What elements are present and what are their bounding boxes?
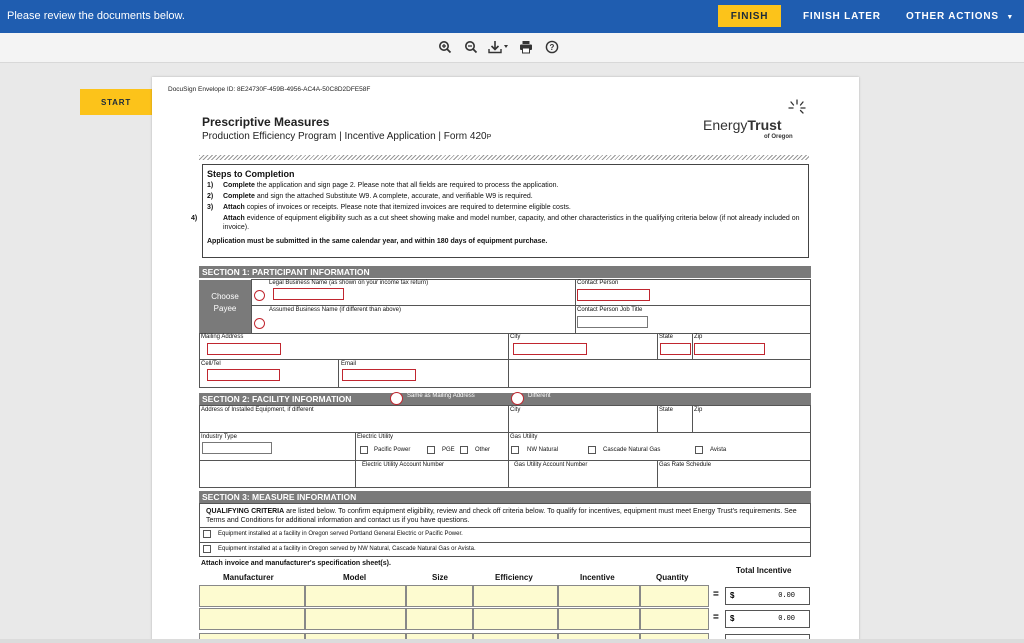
print-icon[interactable]: [517, 38, 535, 56]
zip-field[interactable]: [694, 343, 765, 355]
quantity-field[interactable]: [640, 608, 709, 630]
choose-payee-text: Choose Payee: [211, 292, 239, 313]
col-efficiency: Efficiency: [495, 573, 533, 582]
size-field[interactable]: [406, 585, 473, 607]
contact-person-field[interactable]: [577, 289, 650, 301]
incentive-field[interactable]: [558, 608, 640, 630]
total-incentive-header: Total Incentive: [736, 566, 792, 575]
facility-city-cell: [508, 405, 658, 433]
incentive-field[interactable]: [558, 585, 640, 607]
model-field[interactable]: [305, 585, 406, 607]
city-field[interactable]: [513, 343, 587, 355]
dollar-sign: $: [730, 614, 735, 623]
equals-sign: =: [713, 589, 719, 600]
finish-button[interactable]: FINISH: [718, 5, 781, 27]
envelope-id: DocuSign Envelope ID: 8E24730F-459B-4956-AC4A-50C8D2DFE58F: [168, 86, 371, 93]
zip-label: Zip: [694, 334, 703, 340]
finish-later-button[interactable]: FINISH LATER: [803, 11, 881, 22]
city-label: City: [510, 334, 521, 340]
svg-text:?: ?: [549, 43, 555, 52]
logo-subtitle: of Oregon: [764, 134, 793, 140]
pacific-power-label: Pacific Power: [374, 447, 411, 453]
bottom-scroll-strip: [0, 639, 1024, 643]
help-icon[interactable]: [543, 38, 561, 56]
total-amount: 0.00: [778, 615, 795, 623]
pge-label: PGE: [442, 447, 455, 453]
different-label: Different: [528, 393, 551, 399]
other-label: Other: [475, 447, 491, 453]
criteria-2-checkbox[interactable]: [203, 545, 211, 553]
contact-title-label: Contact Person Job Title: [577, 307, 643, 313]
avista-checkbox[interactable]: [695, 446, 703, 454]
total-incentive-field: [725, 587, 810, 605]
facility-city-label: City: [510, 407, 521, 413]
state-field[interactable]: [660, 343, 691, 355]
choose-payee-label: [199, 280, 251, 334]
step-4: 4) Attach evidence of equipment eligibility such as a cut sheet showing make and model number, capacity, and other characteristics in the qualifying criteria below (if not already included on invoice).: [191, 215, 800, 231]
step-2: 2) Complete and sign the attached Substitute W9. A complete, accurate, and verifiable W9 is required.: [207, 193, 533, 200]
manufacturer-field[interactable]: [199, 585, 305, 607]
different-radio[interactable]: [511, 392, 524, 405]
legal-name-field[interactable]: [273, 288, 344, 300]
logo-trust: Trust: [747, 117, 782, 133]
other-actions-button[interactable]: [906, 11, 1014, 22]
equals-sign: =: [713, 612, 719, 623]
download-icon[interactable]: [487, 38, 511, 56]
nw-natural-checkbox[interactable]: [511, 446, 519, 454]
other-checkbox[interactable]: [460, 446, 468, 454]
steps-title: Steps to Completion: [207, 169, 295, 179]
form-subtitle-text: Production Efficiency Program | Incentive Application | Form 420: [202, 131, 487, 142]
empty-cell: [508, 359, 811, 388]
contact-title-field[interactable]: [577, 316, 648, 328]
mailing-address-field[interactable]: [207, 343, 281, 355]
same-as-mailing-label: Same as Mailing Address: [407, 393, 475, 399]
efficiency-field[interactable]: [473, 585, 558, 607]
total-incentive-field: [725, 610, 810, 628]
industry-label: Industry Type: [201, 434, 237, 440]
zoom-in-icon[interactable]: [436, 38, 454, 56]
industry-field[interactable]: [202, 442, 272, 454]
quantity-field[interactable]: [640, 585, 709, 607]
facility-state-label: State: [659, 407, 674, 413]
gas-rate-label: Gas Rate Schedule: [659, 462, 712, 468]
facility-zip-cell: [692, 405, 811, 433]
cascade-label: Cascade Natural Gas: [603, 447, 661, 453]
electric-account-label: Electric Utility Account Number: [362, 462, 445, 468]
criteria-2-label: Equipment installed at a facility in Oregon served by NW Natural, Cascade Natural Gas or Avista.: [218, 546, 476, 552]
other-actions-label: OTHER ACTIONS: [906, 11, 999, 22]
sunburst-icon: [786, 97, 808, 122]
attach-note: Attach invoice and manufacturer's specification sheet(s).: [201, 560, 391, 567]
zoom-out-icon[interactable]: [462, 38, 480, 56]
step-3: 3) Attach copies of invoices or receipts. Please note that itemized invoices are required to determine eligible costs.: [207, 204, 571, 211]
pge-checkbox[interactable]: [427, 446, 435, 454]
section3-header: SECTION 3: MEASURE INFORMATION: [199, 491, 811, 503]
top-bar: [0, 0, 1024, 33]
legal-name-label: Legal Business Name (as shown on your income tax return): [269, 280, 429, 286]
form-subtitle-suffix: P: [486, 134, 492, 141]
document-page: [152, 77, 859, 643]
electric-utility-label: Electric Utility: [357, 434, 394, 440]
start-button[interactable]: START: [80, 89, 152, 115]
divider-hatch: [199, 155, 809, 160]
gas-utility-label: Gas Utility: [510, 434, 538, 440]
pacific-power-checkbox[interactable]: [360, 446, 368, 454]
criteria-1-checkbox[interactable]: [203, 530, 211, 538]
steps-box: [191, 164, 809, 258]
avista-label: Avista: [710, 447, 727, 453]
steps-footer: Application must be submitted in the same calendar year, and within 180 days of equipment purchase.: [207, 238, 548, 245]
step-1: 1) Complete the application and sign page 2. Please note that all fields are required to process the application.: [207, 182, 559, 189]
total-amount: 0.00: [778, 592, 795, 600]
energy-trust-logo: [703, 117, 782, 133]
model-field[interactable]: [305, 608, 406, 630]
cell-tel-label: Cell/Tel: [201, 361, 221, 367]
gas-account-label: Gas Utility Account Number: [514, 462, 588, 468]
assumed-name-label: Assumed Business Name (if different than above): [269, 307, 401, 313]
form-subtitle: [202, 131, 491, 142]
cascade-checkbox[interactable]: [588, 446, 596, 454]
payee-assumed-radio[interactable]: [254, 318, 265, 329]
dollar-sign: $: [730, 591, 735, 600]
col-manufacturer: Manufacturer: [223, 573, 274, 582]
col-model: Model: [343, 573, 367, 582]
col-incentive: Incentive: [580, 573, 615, 582]
size-field[interactable]: [406, 608, 473, 630]
section2-header: SECTION 2: FACILITY INFORMATION: [199, 393, 811, 405]
review-message: Please review the documents below.: [7, 10, 185, 22]
col-size: Size: [432, 573, 449, 582]
qualifying-criteria: QUALIFYING CRITERIA are listed below. To confirm equipment eligibility, review and check off criteria below. To qualify for incentives, equipment must meet Energy Trust's requirements. See Terms and Conditions for additional information and contact us if you have questions.: [206, 508, 797, 524]
payee-legal-radio[interactable]: [254, 290, 265, 301]
contact-person-label: Contact Person: [577, 280, 619, 286]
facility-address-label: Address of Installed Equipment, if different: [201, 407, 314, 413]
col-quantity: Quantity: [656, 573, 689, 582]
cell-tel-field[interactable]: [207, 369, 280, 381]
caret-down-icon: ▼: [1006, 14, 1015, 21]
facility-zip-label: Zip: [694, 407, 703, 413]
state-label: State: [659, 334, 674, 340]
mailing-address-label: Mailing Address: [201, 334, 244, 340]
efficiency-field[interactable]: [473, 608, 558, 630]
logo-energy: Energy: [703, 117, 748, 133]
document-toolbar: [0, 33, 1024, 63]
email-field[interactable]: [342, 369, 416, 381]
criteria-1-label: Equipment installed at a facility in Oregon served Portland General Electric or Pacific Power.: [218, 531, 463, 537]
form-title: Prescriptive Measures: [202, 115, 330, 129]
same-as-mailing-radio[interactable]: [390, 392, 403, 405]
section1-header: SECTION 1: PARTICIPANT INFORMATION: [199, 266, 811, 278]
nw-natural-label: NW Natural: [527, 447, 559, 453]
blank-cell: [199, 460, 356, 488]
manufacturer-field[interactable]: [199, 608, 305, 630]
email-label: Email: [341, 361, 357, 367]
